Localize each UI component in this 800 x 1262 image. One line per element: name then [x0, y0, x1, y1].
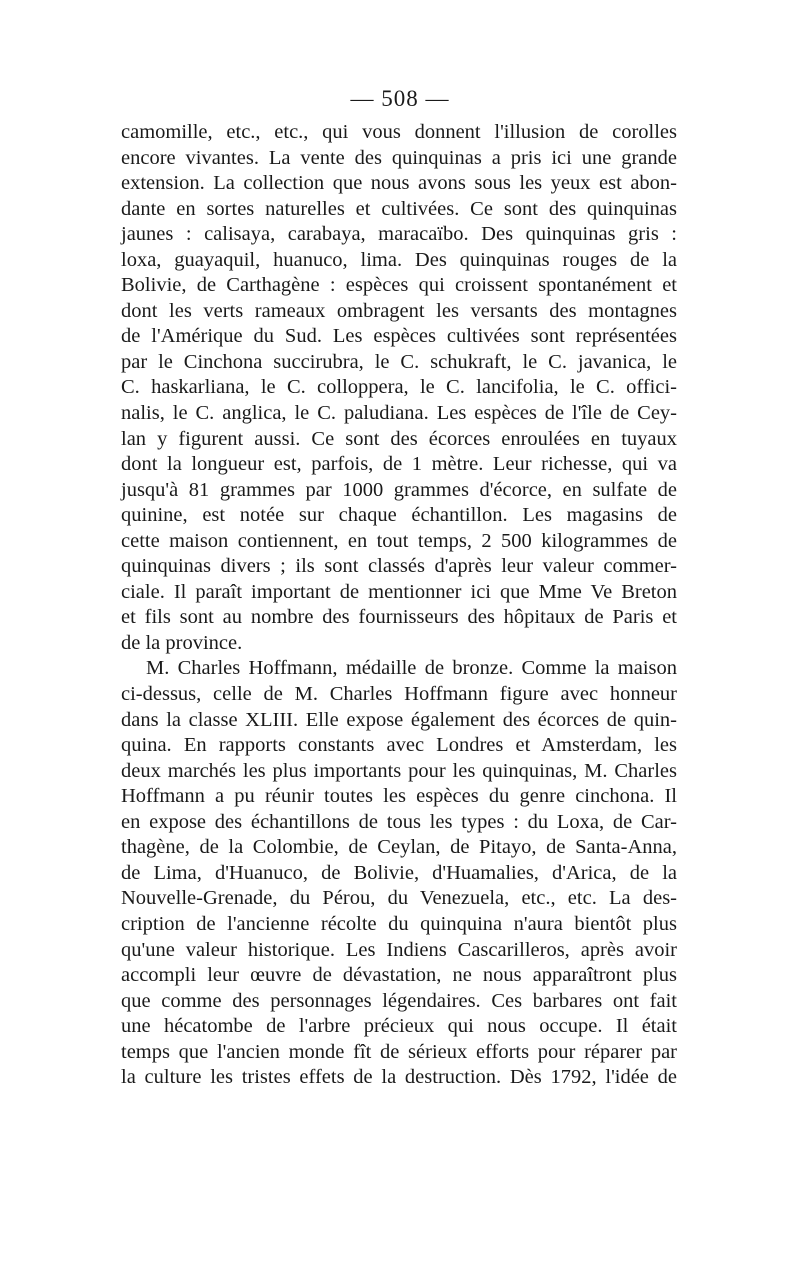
text-line: ciale. Il paraît important de mentionner ici que Mme Ve Breton: [121, 580, 677, 603]
text-line: encore vivantes. La vente des quinquinas a pris ici une grande: [121, 146, 677, 169]
text-line: thagène, de la Colombie, de Ceylan, de Pitayo, de Santa-Anna,: [121, 836, 677, 859]
text-line: C. haskarliana, le C. colloppera, le C. lancifolia, le C. offici-: [121, 376, 677, 399]
text-line: quinine, est notée sur chaque échantillon. Les magasins de: [121, 504, 677, 527]
text-line: extension. La collection que nous avons sous les yeux est abon-: [121, 172, 677, 195]
text-line: ci-dessus, celle de M. Charles Hoffmann figure avec honneur: [121, 683, 677, 706]
text-line: et fils sont au nombre des fournisseurs des hôpitaux de Paris et: [121, 606, 677, 629]
text-line: dante en sortes naturelles et cultivées. Ce sont des quinquinas: [121, 197, 677, 220]
text-line: que comme des personnages légendaires. Ces barbares ont fait: [121, 989, 677, 1012]
text-line: lan y figurent aussi. Ce sont des écorces enroulées en tuyaux: [121, 427, 677, 450]
text-line: loxa, guayaquil, huanuco, lima. Des quinquinas rouges de la: [121, 248, 677, 271]
text-line: Bolivie, de Carthagène : espèces qui croissent spontanément et: [121, 274, 677, 297]
text-line: quina. En rapports constants avec Londres et Amsterdam, les: [121, 734, 677, 757]
text-line: qu'une valeur historique. Les Indiens Cascarilleros, après avoir: [121, 938, 677, 961]
text-line: une hécatombe de l'arbre précieux qui nous occupe. Il était: [121, 1015, 677, 1038]
text-line: nalis, le C. anglica, le C. paludiana. Les espèces de l'île de Cey-: [121, 402, 677, 425]
text-line: M. Charles Hoffmann, médaille de bronze. Comme la maison: [146, 657, 677, 680]
text-line: deux marchés les plus importants pour les quinquinas, M. Charles: [121, 759, 677, 782]
text-line: Nouvelle-Grenade, du Pérou, du Venezuela, etc., etc. La des-: [121, 887, 677, 910]
text-line: quinquinas divers ; ils sont classés d'après leur valeur commer-: [121, 555, 677, 578]
text-line: cette maison contiennent, en tout temps, 2 500 kilogrammes de: [121, 529, 677, 552]
text-line: camomille, etc., etc., qui vous donnent l'illusion de corolles: [121, 121, 677, 143]
text-line: temps que l'ancien monde fît de sérieux efforts pour réparer par: [121, 1040, 677, 1063]
text-line: par le Cinchona succirubra, le C. schukraft, le C. javanica, le: [121, 350, 677, 373]
text-line: jaunes : calisaya, carabaya, maracaïbo. Des quinquinas gris :: [121, 223, 677, 246]
text-line: dont la longueur est, parfois, de 1 mètre. Leur richesse, qui va: [121, 453, 677, 476]
text-line: la culture les tristes effets de la destruction. Dès 1792, l'idée de: [121, 1066, 677, 1089]
text-line: de l'Amérique du Sud. Les espèces cultivées sont représentées: [121, 325, 677, 348]
text-line: dans la classe XLIII. Elle expose également des écorces de quin-: [121, 708, 677, 731]
text-line: Hoffmann a pu réunir toutes les espèces du genre cinchona. Il: [121, 785, 677, 808]
text-line: dont les verts rameaux ombragent les versants des montagnes: [121, 299, 677, 322]
text-line: accompli leur œuvre de dévastation, ne nous apparaîtront plus: [121, 964, 677, 987]
text-line: de Lima, d'Huanuco, de Bolivie, d'Huamalies, d'Arica, de la: [121, 861, 677, 884]
text-line: de la province.: [121, 631, 243, 654]
text-line: cription de l'ancienne récolte du quinquina n'aura bientôt plus: [121, 912, 677, 935]
page-number: — 508 —: [350, 86, 450, 111]
text-line: en expose des échantillons de tous les types : du Loxa, de Car-: [121, 810, 677, 833]
text-line: jusqu'à 81 grammes par 1000 grammes d'écorce, en sulfate de: [121, 478, 677, 501]
body-text: [121, 120, 677, 1091]
